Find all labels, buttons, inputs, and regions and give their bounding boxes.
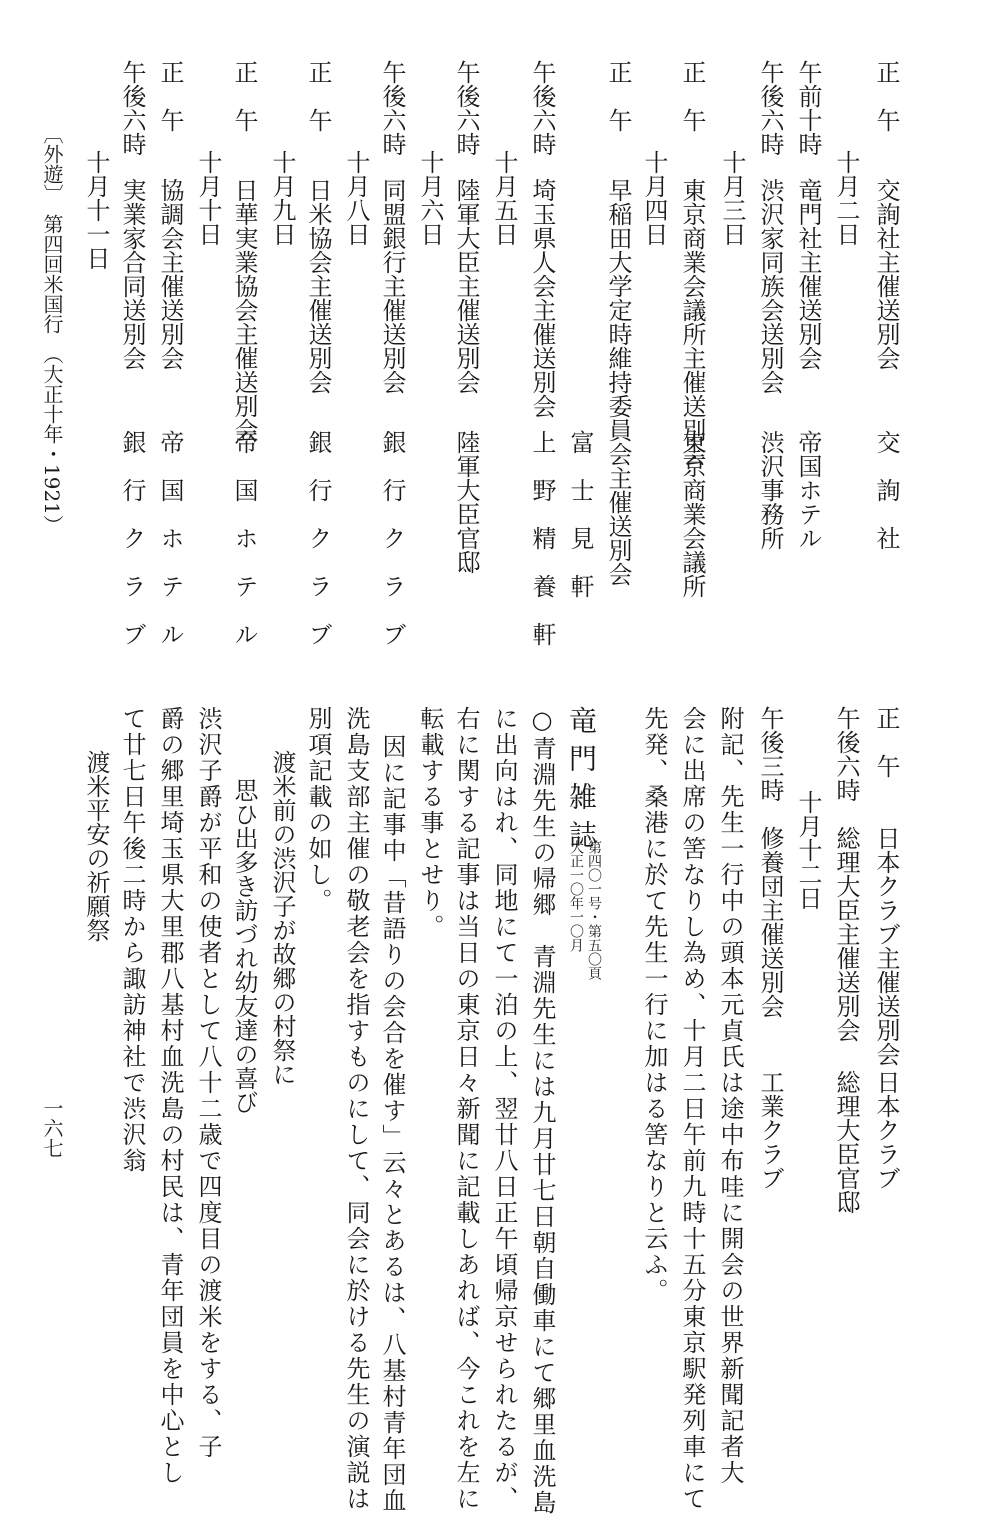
schedule-place: 帝国ホテル: [794, 430, 822, 550]
schedule-place: 渋沢事務所: [756, 430, 784, 550]
schedule-place: 銀 行 ク ラ ブ: [304, 430, 332, 646]
article-line: ○青淵先生の帰郷 青淵先生には九月廿七日朝自働車にて郷里血洗島: [528, 706, 556, 1516]
schedule-event: 埼玉県人会主催送別会: [528, 178, 556, 418]
chapter-title: 第四回米国行: [40, 214, 64, 334]
chapter-period: （大正十年・1921）: [40, 344, 64, 535]
schedule-event: 実業家合同送別会: [118, 178, 146, 370]
schedule-event: 同盟銀行主催送別会: [378, 178, 406, 394]
schedule-date: 十月二日: [832, 150, 860, 246]
schedule-date: 十月九日: [268, 150, 296, 246]
headline: 渡米前の渋沢子が故郷の村祭に: [268, 750, 296, 1086]
body-line: 爵の郷里埼玉県大里郡八基村血洗島の村民は、青年団員を中心とし: [156, 706, 184, 1486]
schedule-time: 午後三時: [756, 706, 784, 802]
schedule-event: 東京商業会議所主催送別会: [678, 178, 706, 466]
schedule-event: 交詢社主催送別会: [872, 178, 900, 370]
schedule-event: 総理大臣主催送別会: [832, 826, 860, 1042]
schedule-time: 午前十時: [794, 60, 822, 156]
schedule-time: 午後六時: [756, 60, 784, 156]
schedule-place: 銀 行 ク ラ ブ: [378, 430, 406, 646]
schedule-place: 銀 行 ク ラ ブ: [118, 430, 146, 646]
schedule-event: 日米協会主催送別会: [304, 178, 332, 394]
schedule-time: 午後六時: [378, 60, 406, 156]
schedule-date: 十月十日: [194, 150, 222, 246]
article-line: 因に記事中「昔語りの会合を催す」云々とあるは、八基村青年団血: [378, 734, 406, 1514]
note-line: 附記、先生一行中の頭本元貞氏は途中布哇に開会の世界新聞記者大: [716, 706, 744, 1486]
schedule-time: 正 午: [156, 60, 184, 132]
schedule-event: 修養団主催送別会: [756, 826, 784, 1018]
schedule-place: 富 士 見 軒: [566, 430, 594, 598]
schedule-time: 午後六時: [118, 60, 146, 156]
schedule-time: 午後六時: [832, 706, 860, 802]
schedule-place: 交 詢 社: [872, 430, 900, 550]
schedule-event: 協調会主催送別会: [156, 178, 184, 370]
schedule-place: 総理大臣官邸: [832, 1070, 860, 1214]
body-line: 渋沢子爵が平和の使者として八十二歳で四度目の渡米をする、子: [194, 706, 222, 1460]
section-label: 〔外遊〕: [40, 124, 64, 204]
headline: 思ひ出多き訪づれ幼友達の喜び: [230, 778, 258, 1114]
article-line: 転載する事とせり。: [416, 706, 444, 940]
schedule-time: 午後六時: [528, 60, 556, 156]
schedule-time: 正 午: [678, 60, 706, 132]
schedule-time: 正 午: [304, 60, 332, 132]
schedule-time: 正 午: [604, 60, 632, 132]
body-line: て廿七日午後二時から諏訪神社で渋沢翁: [118, 706, 146, 1174]
schedule-place: 日本クラブ: [872, 1070, 900, 1190]
article-line: 右に関する記事は当日の東京日々新聞に記載しあれば、今これを左に: [452, 706, 480, 1512]
source-ref: 大正一〇年一〇月: [568, 840, 584, 952]
source-ref: 第四〇一号・第五〇頁: [586, 840, 602, 980]
schedule-event: 渋沢家同族会送別会: [756, 178, 784, 394]
schedule-place: 工業クラブ: [756, 1070, 784, 1190]
schedule-event: 日華実業協会主催送別会: [230, 178, 258, 442]
schedule-place: 帝 国 ホ テ ル: [230, 430, 258, 646]
article-line: 別項記載の如し。: [304, 706, 332, 914]
schedule-place: 東京商業会議所: [678, 430, 706, 598]
schedule-date: 十月十一日: [82, 150, 110, 270]
schedule-time: 正 午: [872, 60, 900, 132]
schedule-time: 正 午: [872, 706, 900, 778]
schedule-time: 正 午: [230, 60, 258, 132]
schedule-event: 陸軍大臣主催送別会: [452, 178, 480, 394]
schedule-time: 午後六時: [452, 60, 480, 156]
schedule-event: 日本クラブ主催送別会: [872, 826, 900, 1066]
note-line: 会に出席の筈なりし為め、十月二日午前九時十五分東京駅発列車にて: [678, 706, 706, 1512]
schedule-event: 竜門社主催送別会: [794, 178, 822, 370]
note-line: 先発、桑港に於て先生一行に加はる筈なりと云ふ。: [640, 706, 668, 1304]
schedule-date: 十月八日: [342, 150, 370, 246]
article-line: に出向はれ、同地にて一泊の上、翌廿八日正午頃帰京せられたるが、: [490, 706, 518, 1512]
schedule-place: 陸軍大臣官邸: [452, 430, 480, 574]
schedule-place: 帝 国 ホ テ ル: [156, 430, 184, 646]
schedule-place: 上 野 精 養 軒: [528, 430, 556, 646]
schedule-date: 十月六日: [416, 150, 444, 246]
source-title: 竜門雑誌: [565, 706, 598, 858]
schedule-date: 十月四日: [640, 150, 668, 246]
schedule-date: 十月五日: [490, 150, 518, 246]
article-line: 洗島支部主催の敬老会を指すものにして、同会に於ける先生の演説は: [342, 706, 370, 1512]
schedule-event: 早稲田大学定時維持委員会主催送別会: [604, 178, 632, 586]
subhead: 渡米平安の祈願祭: [82, 750, 110, 942]
page-number: 一六七: [40, 1098, 64, 1158]
schedule-date: 十月三日: [718, 150, 746, 246]
schedule-date: 十月十二日: [794, 790, 822, 910]
